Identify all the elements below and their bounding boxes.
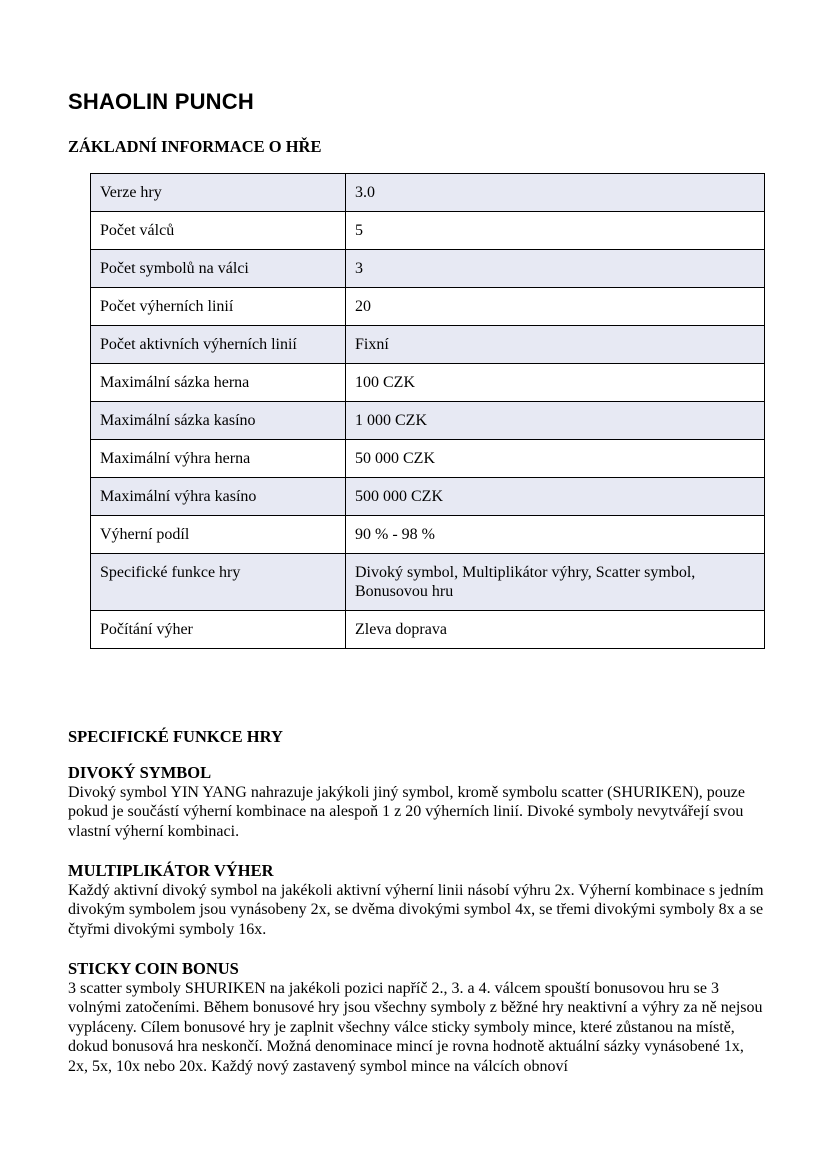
subsection-body: 3 scatter symboly SHURIKEN na jakékoli pozici napříč 2., 3. a 4. válcem spouští bonusovou hru se 3 volnými zatočeními. Během bonusové hry jsou všechny symboly z běžné hry neaktivní a výhry za ně nejsou vypláceny. Cílem bonusové hry je zaplnit všechny válce sticky symboly mince, které zůstanou na místě, dokud bonusová hra neskončí. Možná denominace mincí je rovna hodnotě aktuální sázky vynásobené 1x, 2x, 5x, 10x nebo 20x. Každý nový zastavený symbol mince na válcích obnoví <box>68 979 763 1075</box>
subsection-body: Divoký symbol YIN YANG nahrazuje jakýkoli jiný symbol, kromě symbolu scatter (SHURIKEN), pouze pokud je součástí výherní kombinace na alespoň 1 z 20 výherních linií. Divoké symboly nevytvářejí svou vlastní výherní kombinaci. <box>68 783 745 840</box>
table-cell-label: Výherní podíl <box>91 516 346 554</box>
table-cell-value: 500 000 CZK <box>346 478 765 516</box>
table-cell-value: 90 % - 98 % <box>346 516 765 554</box>
subsection-win-multiplier <box>68 861 767 939</box>
table-row <box>91 554 765 611</box>
page-title: SHAOLIN PUNCH <box>68 89 254 114</box>
subsection-heading: DIVOKÝ SYMBOL <box>68 763 212 782</box>
table-cell-label: Maximální výhra kasíno <box>91 478 346 516</box>
table-cell-value: Zleva doprava <box>346 611 765 649</box>
table-row <box>91 326 765 364</box>
table-cell-label: Maximální sázka kasíno <box>91 402 346 440</box>
table-row <box>91 250 765 288</box>
table-row <box>91 288 765 326</box>
table-cell-label: Počet aktivních výherních linií <box>91 326 346 364</box>
table-row <box>91 478 765 516</box>
table-cell-value: 1 000 CZK <box>346 402 765 440</box>
table-cell-value: 20 <box>346 288 765 326</box>
table-cell-value: 5 <box>346 212 765 250</box>
table-cell-label: Počítání výher <box>91 611 346 649</box>
table-cell-label: Maximální sázka herna <box>91 364 346 402</box>
table-row <box>91 516 765 554</box>
subsection-body: Každý aktivní divoký symbol na jakékoli aktivní výherní linii násobí výhru 2x. Výherní kombinace s jedním divokým symbolem jsou vynásobeny 2x, se dvěma divokými symbol 4x, se třemi divokými symboly 8x a se čtyřmi divokými symboly 16x. <box>68 881 764 938</box>
subsection-heading: STICKY COIN BONUS <box>68 959 239 978</box>
table-cell-label: Verze hry <box>91 174 346 212</box>
table-row <box>91 364 765 402</box>
table-cell-value: Divoký symbol, Multiplikátor výhry, Scatter symbol, Bonusovou hru <box>346 554 765 611</box>
subsection-heading: MULTIPLIKÁTOR VÝHER <box>68 861 274 880</box>
table-cell-value: Fixní <box>346 326 765 364</box>
table-row <box>91 440 765 478</box>
table-cell-label: Počet výherních linií <box>91 288 346 326</box>
table-cell-value: 3.0 <box>346 174 765 212</box>
table-cell-label: Počet válců <box>91 212 346 250</box>
table-cell-value: 100 CZK <box>346 364 765 402</box>
game-info-table-body <box>91 174 765 649</box>
table-cell-value: 3 <box>346 250 765 288</box>
table-cell-label: Specifické funkce hry <box>91 554 346 611</box>
table-cell-value: 50 000 CZK <box>346 440 765 478</box>
table-row <box>91 611 765 649</box>
table-row <box>91 174 765 212</box>
table-cell-label: Počet symbolů na válci <box>91 250 346 288</box>
game-info-table <box>90 173 765 649</box>
subsection-wild-symbol <box>68 763 767 841</box>
table-row <box>91 212 765 250</box>
basic-info-heading: ZÁKLADNÍ INFORMACE O HŘE <box>68 137 322 156</box>
specific-features-heading: SPECIFICKÉ FUNKCE HRY <box>68 727 283 746</box>
table-cell-label: Maximální výhra herna <box>91 440 346 478</box>
table-row <box>91 402 765 440</box>
subsection-sticky-coin-bonus <box>68 959 767 1076</box>
